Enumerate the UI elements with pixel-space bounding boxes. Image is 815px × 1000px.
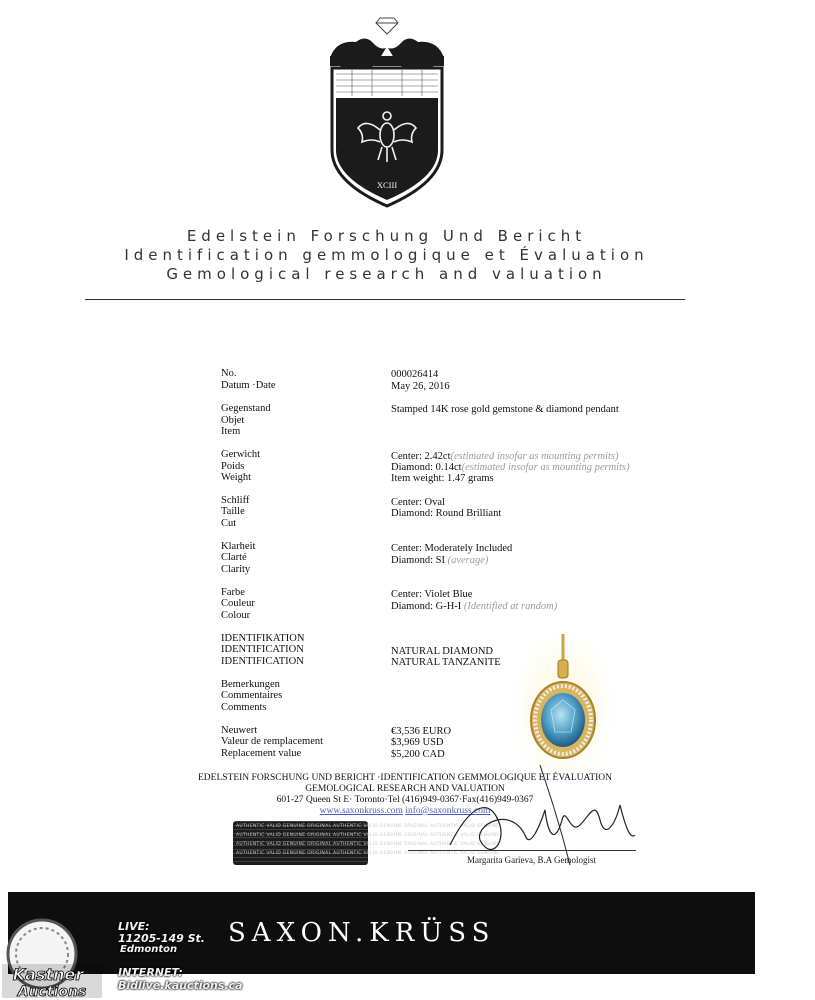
heading-english: Gemological research and valuation xyxy=(166,265,607,283)
weight-note: (estimated insofar as mounting permits) xyxy=(450,451,619,462)
heading-french: Identification gemmologique et Évaluation xyxy=(124,246,649,264)
watermark-url[interactable]: Bidlive.kauctions.ca xyxy=(118,979,243,992)
signature-line xyxy=(408,850,636,851)
weight-note: (estimated insofar as mounting permits) xyxy=(461,462,630,473)
label-replacement-value: Replacement value xyxy=(221,748,302,759)
footer-line-2: GEMOLOGICAL RESEARCH AND VALUATION xyxy=(305,784,505,794)
value-usd: $3,969 USD xyxy=(391,737,444,748)
svg-text:Kastner: Kastner xyxy=(12,965,84,984)
value-identification-diamond: NATURAL DIAMOND xyxy=(391,646,493,657)
label-couleur: Couleur xyxy=(221,598,255,609)
label-neuwert: Neuwert xyxy=(221,725,258,736)
label-clarity: Clarity xyxy=(221,564,251,575)
clarity-note: (average) xyxy=(447,555,489,566)
label-taille: Taille xyxy=(221,506,245,517)
value-identification-tanzanite: NATURAL TANZANITE xyxy=(391,657,501,668)
footer-links xyxy=(0,806,815,817)
value-number: 000026414 xyxy=(391,369,439,380)
value-diamond-cut: Diamond: Round Brilliant xyxy=(391,508,502,519)
heading-german: Edelstein Forschung Und Bericht xyxy=(186,227,587,245)
label-farbe: Farbe xyxy=(221,587,245,598)
label-date: Datum ·Date xyxy=(221,380,276,391)
watermark-city: Edmonton xyxy=(120,944,178,955)
label-colour: Colour xyxy=(221,610,251,621)
label-objet: Objet xyxy=(221,415,245,426)
value-center-clarity: Center: Moderately Included xyxy=(391,543,513,554)
label-comments: Comments xyxy=(221,702,267,713)
diamond-icon xyxy=(376,18,398,34)
label-gegenstand: Gegenstand xyxy=(221,403,271,414)
value-center-colour: Center: Violet Blue xyxy=(391,589,473,600)
label-no: No. xyxy=(221,368,237,379)
heading-divider xyxy=(85,299,685,300)
label-commentaires: Commentaires xyxy=(221,690,283,701)
brand-name: SAXON.KRÜSS xyxy=(228,918,496,948)
label-schliff: Schliff xyxy=(221,495,250,506)
hologram-sticker: AUTHENTIC VALID GENUINE ORIGINAL AUTHENTIC VALID GENUINE ORIGINAL AUTHENTIC VALID GENUINE AUTHENTIC VALID GENUINE ORIGINAL AUTHENTIC VALID GENUINE ORIGINAL AUTHENTIC VALID GENUINE AUTHENTIC VALID GENUINE ORIGINAL AUTHENTIC VALID GENUINE ORIGINAL AUTHENTIC VALID GENUINE AUTHENTIC VALID GENUINE ORIGINAL AUTHENTIC VALID GENUINE ORIGINAL AUTHENTIC VALID GENUINE xyxy=(233,821,368,865)
label-gerwicht: Gerwicht xyxy=(221,449,261,460)
value-date: May 26, 2016 xyxy=(391,381,450,392)
value-euro: €3,536 EURO xyxy=(391,726,452,737)
label-weight: Weight xyxy=(221,472,252,483)
svg-text:Auctions: Auctions xyxy=(17,984,87,1000)
signer-name: Margarita Garieva, B.A Gemologist xyxy=(467,855,597,865)
kastner-auctions-logo xyxy=(2,914,102,1000)
footer-line-1: EDELSTEIN FORSCHUNG UND BERICHT ·IDENTIFICATION GEMMOLOGIQUE ET ÉVALUATION xyxy=(197,773,613,783)
watermark-live-label: LIVE: xyxy=(118,920,150,933)
label-identification-fr: IDENTIFICATION xyxy=(221,644,304,655)
footer-address: 601-27 Queen St E· Toronto·Tel (416)949-0367·Fax(416)949-0367 xyxy=(276,795,534,805)
value-diamond-clarity: Diamond: SI (average) xyxy=(391,555,489,566)
label-identifikation: IDENTIFIKATION xyxy=(221,633,305,644)
value-diamond-weight: Diamond: 0.14ct(estimated insofar as mounting permits) xyxy=(391,462,630,473)
label-valeur: Valeur de remplacement xyxy=(221,736,324,747)
label-item: Item xyxy=(221,426,241,437)
griffins-icon xyxy=(330,38,444,68)
label-cut: Cut xyxy=(221,518,237,529)
value-item-weight: Item weight: 1.47 grams xyxy=(391,473,494,484)
watermark-address: 11205-149 St. xyxy=(118,932,205,945)
colour-note: (Identified at random) xyxy=(463,601,558,612)
crest-emblem xyxy=(322,10,452,215)
label-bemerkungen: Bemerkungen xyxy=(221,679,280,690)
email-link[interactable]: info@saxonkruss.com xyxy=(405,806,491,816)
value-cad: $5,200 CAD xyxy=(391,749,445,760)
label-klarheit: Klarheit xyxy=(221,541,256,552)
label-identification-en: IDENTIFICATION xyxy=(221,656,304,667)
pendant-photo xyxy=(516,632,611,772)
label-poids: Poids xyxy=(221,461,245,472)
value-center-cut: Center: Oval xyxy=(391,497,445,508)
label-clarte: Clarté xyxy=(221,552,247,563)
website-link[interactable]: www.saxonkruss.com xyxy=(319,806,403,816)
value-center-weight: Center: 2.42ct(estimated insofar as mounting permits) xyxy=(391,451,619,462)
value-diamond-colour: Diamond: G-H-I (Identified at random) xyxy=(391,601,558,612)
value-item: Stamped 14K rose gold gemstone & diamond pendant xyxy=(391,404,619,415)
watermark-internet-label: INTERNET: xyxy=(118,966,183,979)
crest-numeral: XCIII xyxy=(376,180,398,190)
